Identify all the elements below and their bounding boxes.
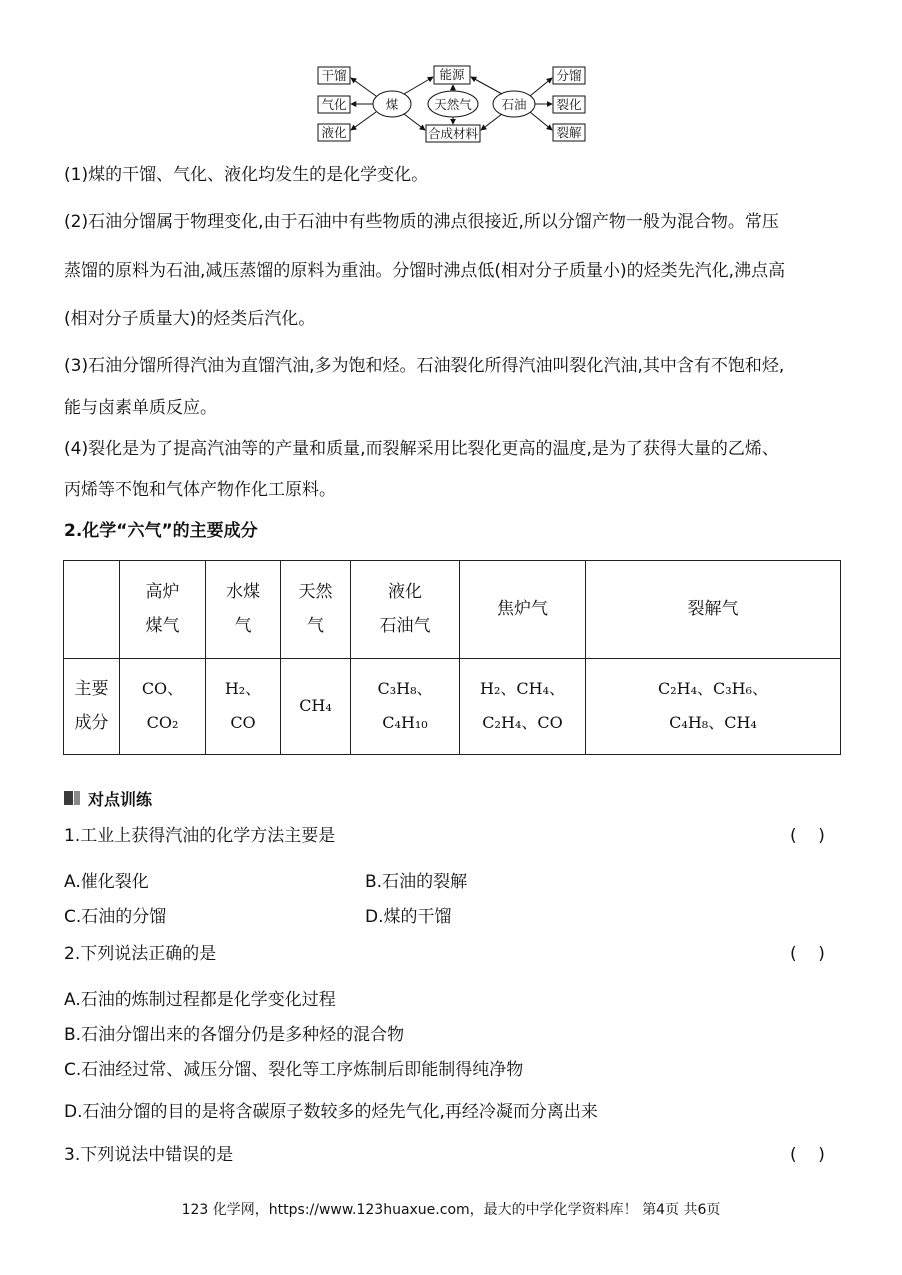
arrow-oil-cleave xyxy=(530,112,552,130)
section-title: 对点训练 xyxy=(88,789,153,809)
label-left-0: 干馏 xyxy=(321,68,347,83)
section-heading xyxy=(64,786,152,810)
q2-option-b[interactable]: B.石油分馏出来的各馏分仍是多种烃的混合物 xyxy=(64,1025,405,1045)
paragraph-2-line-3: (相对分子质量大)的烃类后汽化。 xyxy=(64,309,316,329)
answer-blank-1[interactable]: ( ) xyxy=(790,826,825,846)
question-1-stem: 1.工业上获得汽油的化学方法主要是 xyxy=(64,826,336,846)
page-footer: 123 化学网，https://www.123huaxue.com，最大的中学化学资料库！ 第4页 共6页 xyxy=(181,1202,721,1218)
q1-option-d[interactable]: D.煤的干馏 xyxy=(365,907,452,927)
fossil-fuel-diagram xyxy=(316,64,588,144)
arrow-coal-liquefy xyxy=(351,112,376,130)
paragraph-2-line-2: 蒸馏的原料为石油,减压蒸馏的原料为重油。分馏时沸点低(相对分子质量小)的烃类先汽化,沸点高 xyxy=(64,261,786,281)
paragraph-3-line-1: (3)石油分馏所得汽油为直馏汽油,多为饱和烃。石油裂化所得汽油叫裂化汽油,其中含有不饱和烃, xyxy=(64,356,785,376)
row-label-cell: 主要 成分 xyxy=(64,658,120,755)
six-gases-table xyxy=(63,560,841,755)
paragraph-3-line-2: 能与卤素单质反应。 xyxy=(64,398,217,418)
question-2-stem: 2.下列说法正确的是 xyxy=(64,944,217,964)
arrow-coal-materials xyxy=(404,114,425,130)
label-right-1: 裂化 xyxy=(556,97,582,112)
answer-blank-2[interactable]: ( ) xyxy=(790,944,825,964)
label-left-2: 液化 xyxy=(321,125,347,140)
label-coal: 煤 xyxy=(385,97,399,112)
corner-cell xyxy=(64,561,120,659)
component-cell: C₂H₄、C₃H₆、 C₄H₈、CH₄ xyxy=(586,658,841,755)
label-left-1: 气化 xyxy=(321,97,347,112)
paragraph-4-line-1: (4)裂化是为了提高汽油等的产量和质量,而裂解采用比裂化更高的温度,是为了获得大量的乙烯、 xyxy=(64,439,779,459)
header-cell: 裂解气 xyxy=(586,561,841,659)
header-cell: 高炉 煤气 xyxy=(120,561,206,659)
q1-option-b[interactable]: B.石油的裂解 xyxy=(365,872,468,892)
q2-option-a[interactable]: A.石油的炼制过程都是化学变化过程 xyxy=(64,990,336,1010)
paragraph-1: (1)煤的干馏、气化、液化均发生的是化学变化。 xyxy=(64,165,429,185)
q1-option-a[interactable]: A.催化裂化 xyxy=(64,872,149,892)
q2-option-d[interactable]: D.石油分馏的目的是将含碳原子数较多的烃先气化,再经冷凝而分离出来 xyxy=(64,1102,598,1122)
label-bottom: 合成材料 xyxy=(427,126,479,141)
arrow-oil-materials xyxy=(481,114,502,130)
label-right-2: 裂解 xyxy=(556,125,582,140)
label-oil: 石油 xyxy=(501,97,527,112)
arrow-coal-dry-distill xyxy=(351,78,376,96)
table-row xyxy=(64,658,841,755)
question-3-stem: 3.下列说法中错误的是 xyxy=(64,1145,234,1165)
header-cell: 水煤 气 xyxy=(206,561,281,659)
arrow-oil-fractionate xyxy=(530,78,552,96)
header-cell: 天然 气 xyxy=(281,561,351,659)
label-right-0: 分馏 xyxy=(556,68,582,83)
label-natural-gas: 天然气 xyxy=(434,97,472,112)
table-header-row xyxy=(64,561,841,659)
component-cell: H₂、CH₄、 C₂H₄、CO xyxy=(460,658,586,755)
header-cell: 焦炉气 xyxy=(460,561,586,659)
paragraph-2-line-1: (2)石油分馏属于物理变化,由于石油中有些物质的沸点很接近,所以分馏产物一般为混合物。常压 xyxy=(64,212,779,232)
q2-option-c[interactable]: C.石油经过常、减压分馏、裂化等工序炼制后即能制得纯净物 xyxy=(64,1060,524,1080)
label-top: 能源 xyxy=(439,67,465,82)
component-cell: CO、 CO₂ xyxy=(120,658,206,755)
answer-blank-3[interactable]: ( ) xyxy=(790,1145,825,1165)
component-cell: H₂、 CO xyxy=(206,658,281,755)
header-cell: 液化 石油气 xyxy=(351,561,460,659)
q1-option-c[interactable]: C.石油的分馏 xyxy=(64,907,167,927)
arrow-oil-energy xyxy=(471,77,502,94)
component-cell: C₃H₈、 C₄H₁₀ xyxy=(351,658,460,755)
section-marker-icon xyxy=(64,791,82,805)
component-cell: CH₄ xyxy=(281,658,351,755)
table-title: 2.化学“六气”的主要成分 xyxy=(64,521,258,541)
arrow-coal-energy xyxy=(404,77,433,94)
paragraph-4-line-2: 丙烯等不饱和气体产物作化工原料。 xyxy=(64,480,336,500)
